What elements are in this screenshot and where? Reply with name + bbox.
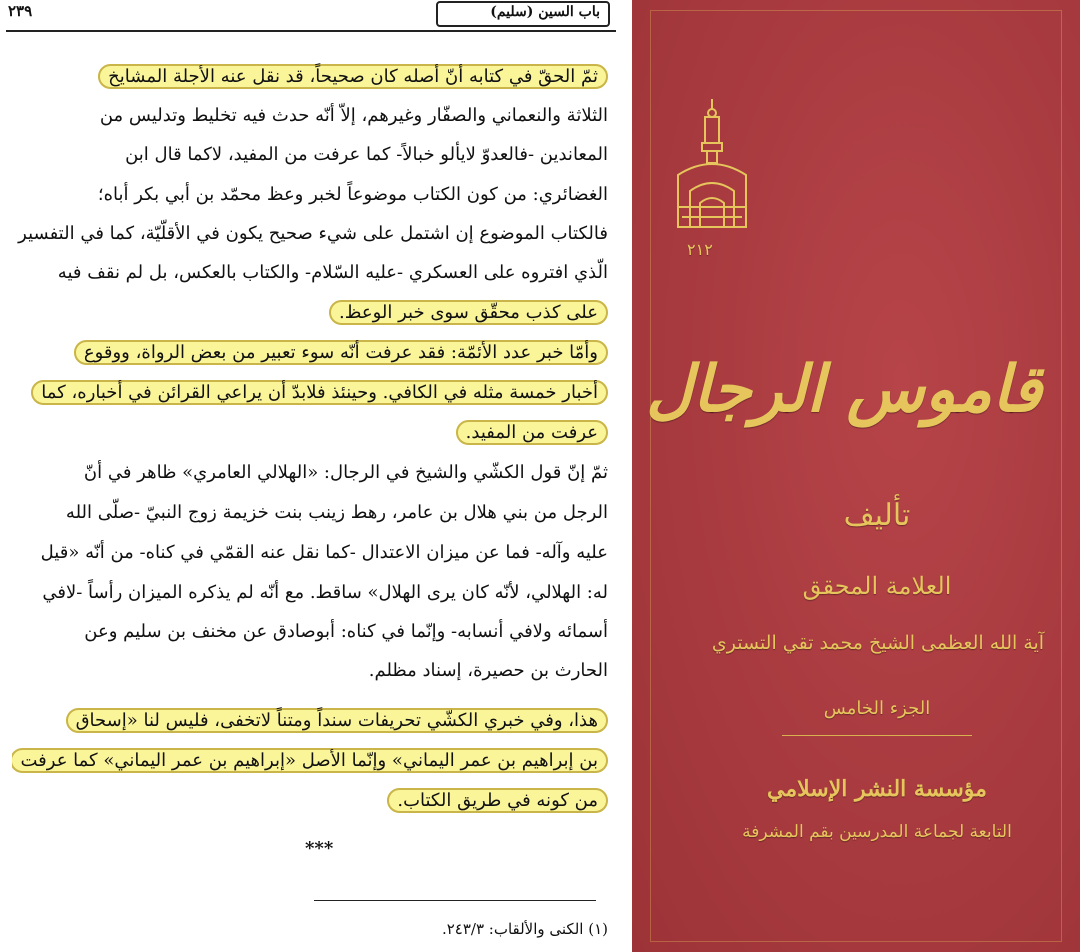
text-line (12, 418, 608, 448)
line-text: وأمّا خبر عدد الأئمّة: فقد عرفت أنّه سوء تعبير من بعض الرواة، ووقوع (74, 340, 608, 365)
line-text: عرفت من المفيد. (456, 420, 608, 445)
cover-title: قاموس الرجال (646, 352, 1042, 427)
text-line (12, 62, 608, 92)
line-text: أسمائه ولافي أنسابه- وإنّما في كناه: أبوصادق عن مخنف بن سليم وعن (84, 621, 608, 642)
footnote-rule (314, 900, 596, 901)
line-text: ثمّ إنّ قول الكشّي والشيخ في الرجال: «الهلالي العامري» ظاهر في أنّ (83, 462, 608, 483)
line-text: الّذي افتروه على العسكري -عليه السّلام- والكتاب بالعكس، بل لم نقف فيه (57, 262, 608, 283)
cover-serial: ٢١٢ (687, 240, 713, 259)
cover-divider (782, 735, 972, 736)
cover-author: آية الله العظمى الشيخ محمد تقي التستري (711, 632, 1045, 654)
mosque-emblem-icon (672, 95, 752, 235)
text-line (12, 258, 608, 288)
header-rule (6, 30, 616, 32)
line-text: فالكتاب الموضوع إن اشتمل على شيء صحيح يكون في الأقلّيّة، كما في التفسير (18, 223, 608, 244)
text-line (12, 656, 608, 686)
cover-publisher-sub: التابعة لجماعة المدرسين بقم المشرفة (742, 822, 1012, 842)
line-text: أخبار خمسة مثله في الكافي. وحينئذ فلابدّ أن يراعي القرائن في أخباره، كما (31, 380, 608, 405)
line-text: بن إبراهيم بن عمر اليماني» وإنّما الأصل «إبراهيم بن عمر اليماني» كما عرفت (12, 748, 608, 773)
text-line (12, 617, 608, 647)
cover-publisher: مؤسسة النشر الإسلامي (767, 776, 987, 802)
line-text: عليه وآله- فما عن ميزان الاعتدال -كما نقل عنه القمّي في كناه- من أنّه «قيل (40, 542, 608, 563)
line-text: المعاندين -فالعدوّ لايألو خبالاً- كما عرفت من المفيد، لاكما قال ابن (125, 144, 608, 165)
cover-honorific: العلامة المحقق (802, 572, 952, 600)
footnote: (١) الكنى والألقاب: ٢٤٣/٣. (441, 920, 608, 938)
text-line (12, 298, 608, 328)
text-line (12, 706, 608, 736)
section-separator: *** (305, 838, 334, 859)
text-line (12, 498, 608, 528)
text-line (12, 578, 608, 608)
page-header-box (436, 1, 610, 27)
line-text: على كذب محقّق سوى خبر الوعظ. (329, 300, 608, 325)
page-number: ٢٣٩ (8, 2, 33, 20)
cover-authored-by: تأليف (843, 498, 911, 533)
book-cover (632, 0, 1080, 952)
text-line (12, 786, 608, 816)
line-text: الغضائري: من كون الكتاب موضوعاً لخبر وعظ محمّد بن أبي بكر أباه؛ (97, 184, 608, 205)
cover-volume: الجزء الخامس (823, 698, 931, 719)
line-text: الحارث بن حصيرة، إسناد مظلم. (368, 660, 608, 681)
page-header-title: باب السين (سليم) (490, 4, 600, 20)
text-line (12, 458, 608, 488)
text-line (12, 378, 608, 408)
text-line (12, 180, 608, 210)
text-line (12, 746, 608, 776)
line-text: الرجل من بني هلال بن عامر، رهط زينب بنت خزيمة زوج النبيّ -صلّى الله (65, 502, 608, 523)
text-line (12, 140, 608, 170)
text-line (12, 101, 608, 131)
line-text: من كونه في طريق الكتاب. (387, 788, 608, 813)
line-text: الثلاثة والنعماني والصفّار وغيرهم، إلاّ أنّه حدث فيه تخليط وتدليس من (99, 105, 608, 126)
line-text: هذا، وفي خبري الكشّي تحريفات سنداً ومتناً لاتخفى، فليس لنا «إسحاق (66, 708, 608, 733)
line-text: له: الهلالي، لأنّه كان يرى الهلال» ساقط. مع أنّه لم يذكره الميزان رأساً -لافي (42, 582, 608, 603)
line-text: ثمّ الحقّ في كتابه أنّ أصله كان صحيحاً، قد نقل عنه الأجلة المشايخ (98, 64, 608, 89)
text-line (12, 338, 608, 368)
text-line (12, 538, 608, 568)
text-line (12, 219, 608, 249)
